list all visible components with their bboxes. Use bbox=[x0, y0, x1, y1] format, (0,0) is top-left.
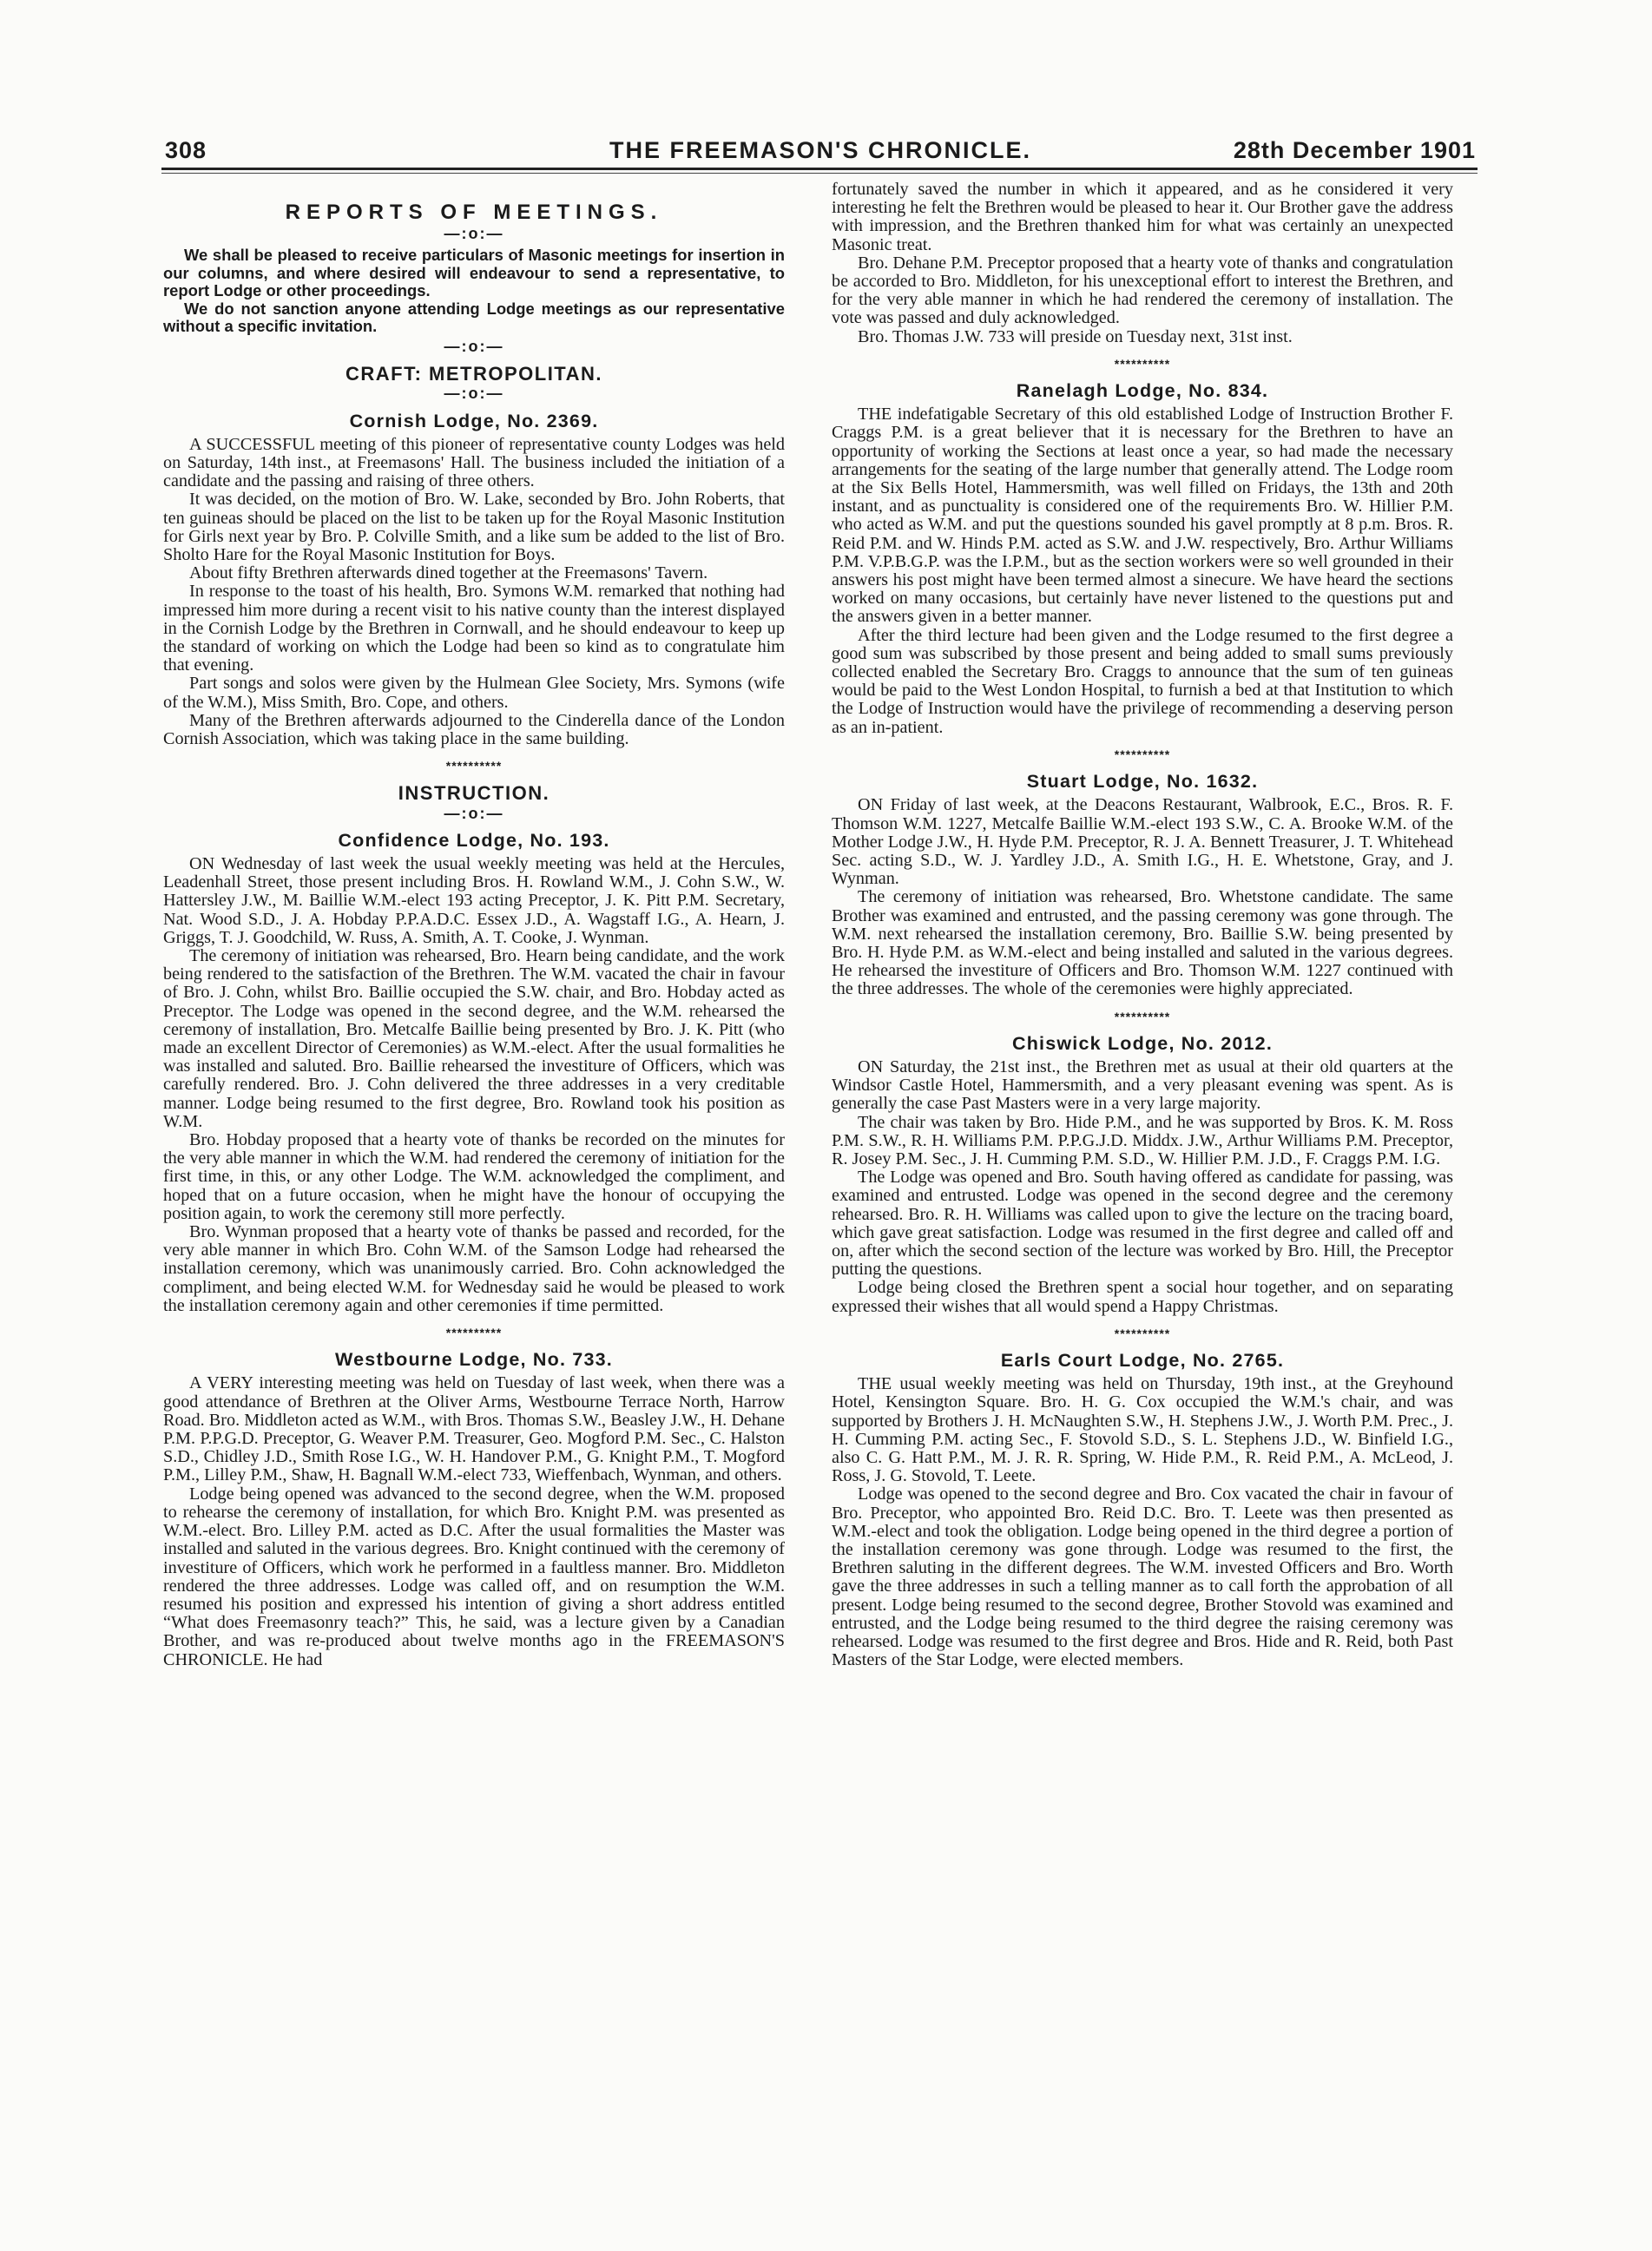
article-paragraph: Bro. Thomas J.W. 733 will preside on Tuesday next, 31st inst. bbox=[858, 326, 1293, 346]
article-paragraph: fortunately saved the number in which it appeared, and as he considered it very interesting he felt the Brethren would be pleased to hear it. Our Brother gave the address with impression, and the Brethren thanked him for what was certainly an unexpected Masonic treat. bbox=[832, 180, 1453, 254]
article-paragraph: The chair was taken by Bro. Hide P.M., and he was supported by Bros. K. M. Ross P.M. S.W., R. H. Williams P.M. P.P.G.J.D. Middx. J.W., Arthur Williams P.M. Preceptor, R. Josey P.M. Sec., J. H. Cumming P.M. S.D., W. Hillier P.M. J.D., F. Craggs P.M. I.G. bbox=[832, 1112, 1453, 1168]
article-paragraph: Lodge being closed the Brethren spent a social hour together, and on separating expressed their wishes that all would spend a Happy Christmas. bbox=[832, 1278, 1453, 1316]
lodge-title-earls-court: Earls Court Lodge, No. 2765. bbox=[1000, 1349, 1285, 1371]
article-paragraph: In response to the toast of his health, Bro. Symons W.M. remarked that nothing had impressed him more during a recent visit to his native county than the interest displayed in the Cornish Lodge by the Brethren in Cornwall, and he should endeavour to keep up the standard of working on which the Lodge had been so kind as to congratulate him that evening. bbox=[163, 582, 785, 675]
craft-heading: CRAFT: METROPOLITAN. bbox=[345, 363, 602, 385]
lodge-title-chiswick: Chiswick Lodge, No. 2012. bbox=[1011, 1032, 1274, 1054]
article-paragraph: The ceremony of initiation was rehearsed, Bro. Whetstone candidate. The same Brother was examined and entrusted, and the passing ceremony was gone through. The W.M. next rehearsed the installation ceremony, Bro. Baillie S.W. being presented by Bro. H. Hyde P.M. as W.M.-elect and being installed and saluted in the various degrees. He rehearsed the investiture of Officers and Bro. Thomson W.M. 1227 continued with the three addresses. The whole of the ceremonies were highly appreciated. bbox=[832, 887, 1453, 999]
right-column bbox=[832, 181, 1453, 1669]
notice-line: We do not sanction anyone attending Lodge meetings as our representative without a specific invitation. bbox=[163, 299, 785, 336]
article-paragraph: Part songs and solos were given by the Hulmean Glee Society, Mrs. Symons (wife of the W.M.), Miss Smith, Bro. Cope, and others. bbox=[163, 674, 785, 712]
article-paragraph: The Lodge was opened and Bro. South having offered as candidate for passing, was examined and entrusted. Lodge was opened in the second degree and the ceremony rehearsed. Bro. R. H. Williams was called upon to give the lecture on the tracing board, which gave great satisfaction. Lodge was resumed in the first degree and called off and on, after which the second section of the lecture was worked by Bro. Hill, the Preceptor putting the questions. bbox=[832, 1168, 1453, 1280]
article-paragraph: THE indefatigable Secretary of this old established Lodge of Instruction Brother F. Craggs P.M. is a great believer that it is necessary for the Brethren to have an opportunity of working the Sections at least once a year, so had made the necessary arrangements for the seating of the large number that generally attend. The Lodge room at the Six Bells Hotel, Hammersmith, was well filled on Fridays, the 13th and 20th instant, and as punctuality is considered one of the requirements Bro. W. Hillier P.M. who acted as W.M. and put the questions sounded his gavel promptly at 8 p.m. Bros. R. Reid P.M. and W. Hinds P.M. acted as S.W. and J.W. respectively, Bro. Arthur Williams P.M. V.P.B.G.P. was the I.P.M., but as the section workers were so well grounded in their answers his post might have been termed almost a sinecure. We have heard the sections worked on many occasions, but certainly have never listened to the questions put and the answers given in a better manner. bbox=[832, 405, 1453, 627]
article-paragraph: It was decided, on the motion of Bro. W. Lake, seconded by Bro. John Roberts, that ten guineas should be placed on the list to be taken up for the Royal Masonic Institution for Girls next year by Bro. P. Colville Smith, and a like sum be added to the list of Bro. Sholto Hare for the Royal Masonic Institution for Boys. bbox=[163, 490, 785, 564]
star-divider: ********** bbox=[1114, 356, 1171, 371]
article-paragraph: Many of the Brethren afterwards adjourned to the Cinderella dance of the London Cornish Association, which was taking place in the same building. bbox=[163, 710, 785, 748]
separator: —:o:— bbox=[444, 804, 504, 822]
lodge-title-ranelagh: Ranelagh Lodge, No. 834. bbox=[1016, 380, 1269, 402]
lodge-title-cornish: Cornish Lodge, No. 2369. bbox=[349, 410, 599, 431]
article-paragraph: ON Friday of last week, at the Deacons Restaurant, Walbrook, E.C., Bros. R. F. Thomson W.M. 1227, Metcalfe Baillie W.M.-elect 193 S.W., C. A. Brooke W.M. of the Mother Lodge J.W., H. Hyde P.M. Preceptor, R. J. A. Bennett Treasurer, J. T. Whitehead Sec. acting S.D., W. J. Yardley J.D., A. Smith I.G., H. E. Whetstone, Gray, and J. Wynman. bbox=[832, 795, 1453, 889]
article-paragraph: The ceremony of initiation was rehearsed, Bro. Hearn being candidate, and the work being rendered to the satisfaction of the Brethren. The W.M. vacated the chair in favour of Bro. J. Cohn, whilst Bro. Baillie occupied the S.W. chair, and Bro. Hobday acted as Preceptor. The Lodge was opened in the second degree, and the W.M. rehearsed the ceremony of installation, Bro. Metcalfe Baillie being presented by Bro. J. K. Pitt (who made an excellent Director of Ceremonies) as W.M.-elect. After the usual formalities he was installed and saluted. Bro. Baillie rehearsed the investiture of Officers, which was carefully rendered. Bro. J. Cohn delivered the three addresses in a very creditable manner. Lodge being resumed to the first degree, Bro. Rowland took his position as W.M. bbox=[163, 946, 785, 1131]
notice-line: We shall be pleased to receive particulars of Masonic meetings for insertion in our columns, and where desired will endeavour to send a representative, to report Lodge or other proceedings. bbox=[163, 246, 785, 300]
instruction-heading: INSTRUCTION. bbox=[398, 782, 550, 805]
masthead bbox=[165, 137, 1476, 167]
lodge-title-stuart: Stuart Lodge, No. 1632. bbox=[1026, 771, 1259, 793]
article-paragraph: Lodge was opened to the second degree and Bro. Cox vacated the chair in favour of Bro. Preceptor, who appointed Bro. Reid D.C. Bro. T. Leete was then presented as W.M.-elect and took the obligation. Lodge being opened in the third degree a portion of the installation ceremony was gone through. Lodge was resumed to the first, the Brethren saluting in the different degrees. The W.M. invested Officers and Bro. Worth gave the three addresses in such a telling manner as to call forth the approbation of all present. Lodge being resumed to the second degree, Brother Stovold was examined and entrusted, and the Lodge being resumed to the third degree the raising ceremony was rehearsed. Lodge was resumed to the first degree and Bros. Hide and R. Reid, both Past Masters of the Star Lodge, were elected members. bbox=[832, 1484, 1453, 1670]
reports-heading: REPORTS OF MEETINGS. bbox=[285, 201, 663, 224]
article-paragraph: ON Saturday, the 21st inst., the Brethren met as usual at their old quarters at the Windsor Castle Hotel, Hammersmith, and a very pleasant evening was spent. As is generally the case Past Masters were in a very large majority. bbox=[832, 1056, 1453, 1114]
article-paragraph: Bro. Hobday proposed that a hearty vote of thanks be recorded on the minutes for the very able manner in which the W.M. had rendered the ceremony of initiation for the first time, in this, or any other Lodge. The W.M. acknowledged the compliment, and hoped that on a future occasion, when he might have the honour of occupying the position again, to work the ceremony still more perfectly. bbox=[163, 1130, 785, 1223]
header-rule-thin bbox=[161, 173, 1478, 174]
lodge-title-confidence: Confidence Lodge, No. 193. bbox=[338, 829, 610, 851]
star-divider: ********** bbox=[1114, 1009, 1171, 1023]
separator: —:o:— bbox=[444, 337, 504, 355]
editorial-notice bbox=[163, 247, 785, 336]
star-divider: ********** bbox=[1114, 1326, 1171, 1340]
page-number: 308 bbox=[165, 137, 207, 163]
article-paragraph: THE usual weekly meeting was held on Thursday, 19th inst., at the Greyhound Hotel, Kensington Square. Bro. H. G. Cox occupied the W.M.'s chair, and was supported by Brothers J. H. McNaughten S.W., H. Stephens J.W., J. Worth P.M. Prec., J. H. Cumming P.M. acting Sec., F. Stovold S.D., S. L. Stephens J.D., W. Binfield I.G., also C. G. Hatt P.M., M. J. R. R. Spring, W. Hide P.M., R. Reid P.M., A. McLeod, J. Ross, J. G. Stovold, T. Leete. bbox=[832, 1374, 1453, 1486]
article-paragraph: Lodge being opened was advanced to the second degree, when the W.M. proposed to rehearse the ceremony of installation, for which Bro. Knight P.M. was presented as W.M.-elect. Bro. Lilley P.M. acted as D.C. After the usual formalities the Master was installed and saluted in the various degrees. Bro. Knight continued with the ceremony of investiture of Officers, which work he performed in a faultless manner. Bro. Middleton rendered the three addresses. Lodge was called off, and on resumption the W.M. resumed his position and expressed his intention of giving a short address entitled “What does Freemasonry teach?” This, he said, was a lecture given by a Canadian Brother, and was re-produced about twelve months ago in the FREEMASON'S CHRONICLE. He had bbox=[163, 1484, 785, 1669]
issue-date: 28th December 1901 bbox=[1233, 137, 1476, 163]
separator: —:o:— bbox=[444, 225, 504, 243]
lodge-title-westbourne: Westbourne Lodge, No. 733. bbox=[335, 1349, 613, 1371]
star-divider: ********** bbox=[1114, 747, 1171, 761]
header-rule-thick bbox=[161, 168, 1478, 170]
star-divider: ********** bbox=[445, 1326, 503, 1340]
left-column bbox=[163, 181, 785, 1669]
article-paragraph: A VERY interesting meeting was held on Tuesday of last week, when there was a good attendance of Brethren at the Oliver Arms, Westbourne Terrace North, Harrow Road. Bro. Middleton acted as W.M., with Bros. Thomas S.W., Beasley J.W., H. Dehane P.M. P.P.G.D. Preceptor, G. Weaver P.M. Treasurer, Geo. Mogford P.M. Sec., C. Halston S.D., Chidley J.D., Smith Rose I.G., W. H. Handover P.M., G. Knight P.M., T. Mogford P.M., Lilley P.M., Shaw, H. Bagnall W.M.-elect 733, Wieffenbach, Wynman, and others. bbox=[163, 1373, 785, 1485]
article-paragraph: About fifty Brethren afterwards dined together at the Freemasons' Tavern. bbox=[189, 563, 708, 583]
article-paragraph: A SUCCESSFUL meeting of this pioneer of representative county Lodges was held on Saturday, 14th inst., at Freemasons' Hall. The business included the initiation of a candidate and the passing and raising of three others. bbox=[163, 434, 785, 491]
star-divider: ********** bbox=[445, 759, 503, 773]
publication-title: THE FREEMASON'S CHRONICLE. bbox=[609, 137, 1031, 163]
article-paragraph: Bro. Wynman proposed that a hearty vote of thanks be passed and recorded, for the very able manner in which Bro. Cohn W.M. of the Samson Lodge had rehearsed the installation ceremony, which was unanimously carried. Bro. Cohn acknowledged the compliment, and being elected W.M. for Wednesday said he would be pleased to work the installation ceremony again and other ceremonies if time permitted. bbox=[163, 1222, 785, 1315]
article-paragraph: Bro. Dehane P.M. Preceptor proposed that a hearty vote of thanks and congratulation be accorded to Bro. Middleton, for his unexceptional effort to interest the Brethren, and for the very able manner in which he had rendered the ceremony of installation. The vote was passed and duly acknowledged. bbox=[832, 253, 1453, 328]
separator: —:o:— bbox=[444, 385, 504, 403]
article-paragraph: ON Wednesday of last week the usual weekly meeting was held at the Hercules, Leadenhall Street, those present including Bros. H. Rowland W.M., J. Cohn S.W., W. Hattersley J.W., M. Baillie W.M.-elect 193 acting Preceptor, J. K. Pitt P.M. Secretary, Nat. Wood S.D., J. A. Hobday P.P.A.D.C. Essex J.D., A. Wagstaff I.G., A. Hearn, J. Griggs, T. J. Goodchild, W. Russ, A. Smith, A. T. Cooke, J. Wynman. bbox=[163, 853, 785, 947]
article-paragraph: After the third lecture had been given and the Lodge resumed to the first degree a good sum was subscribed by those present and being added to small sums previously collected enabled the Secretary Bro. Craggs to announce that the sum of ten guineas would be paid to the West London Hospital, to furnish a bed at that Institution to which the Lodge of Instruction would have the privilege of recommending a deserving person as an in-patient. bbox=[832, 625, 1453, 737]
